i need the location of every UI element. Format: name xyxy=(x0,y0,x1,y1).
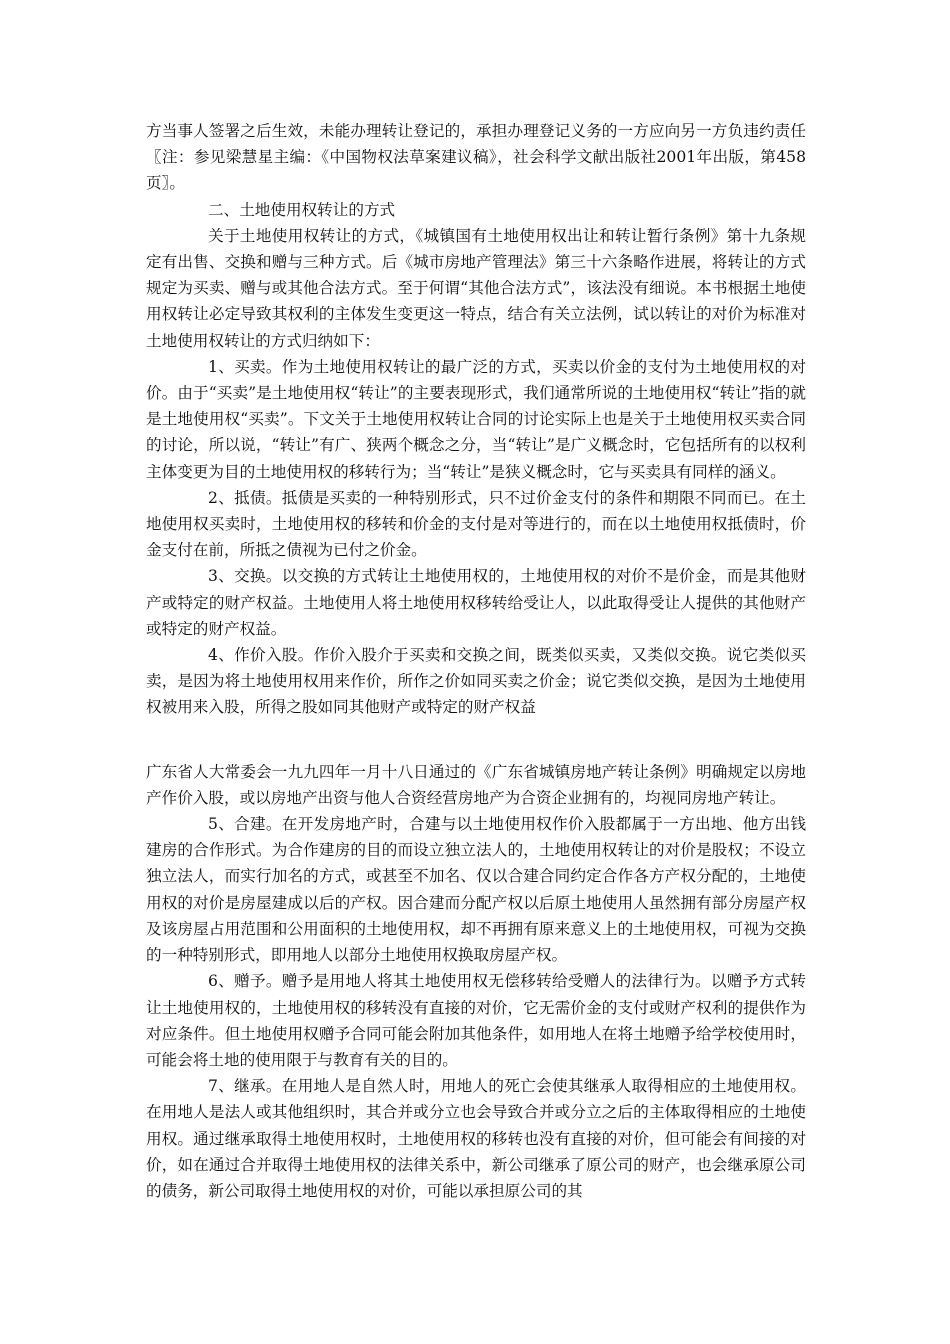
paragraph-item-7: 7、继承。在用地人是自然人时，用地人的死亡会使其继承人取得相应的土地使用权。在用地人是法人或其他组织时，其合并或分立也会导致合并或分立之后的主体取得相应的土地使用权。通过继承取得土地使用权时，土地使用权的移转也没有直接的对价，但可能会有间接的对价，如在通过合并取得土地使用权的法律关系中，新公司继承了原公司的财产，也会继承原公司的债务，新公司取得土地使用权的对价，可能以承担原公司的其 xyxy=(146,1077,806,1200)
paragraph-item-6: 6、赠予。赠予是用地人将其土地使用权无偿移转给受赠人的法律行为。以赠予方式转让土地使用权的，土地使用权的移转没有直接的对价，它无需价金的支付或财产权利的提供作为对应条件。但土地使用权赠予合同可能会附加其他条件，如用地人在将土地赠予给学校使用时，可能会将土地的使用限于与教育有关的目的。 xyxy=(146,972,806,1069)
paragraph-item-2: 2、抵债。抵债是买卖的一种特别形式，只不过价金支付的条件和期限不同而已。在土地使用权买卖时，土地使用权的移转和价金的支付是对等进行的，而在以土地使用权抵债时，价金支付在前，所抵之债视为已付之价金。 xyxy=(146,488,806,560)
paragraph-item-3: 3、交换。以交换的方式转让土地使用权的，土地使用权的对价不是价金，而是其他财产或特定的财产权益。土地使用人将土地使用权移转给受让人，以此取得受让人提供的其他财产或特定的财产权益。 xyxy=(146,567,806,638)
document-page xyxy=(146,118,806,1204)
paragraph-note: 广东省人大常委会一九九四年一月十八日通过的《广东省城镇房地产转让条例》明确规定以房地产作价入股，或以房地产出资与他人合资经营房地产为合资企业拥有的，均视同房地产转让。 xyxy=(146,762,806,807)
paragraph-item-5: 5、合建。在开发房地产时，合建与以土地使用权作价入股都属于一方出地、他方出钱建房的合作形式。为合作建房的目的而设立独立法人的，土地使用权转让的对价是股权；不设立独立法人，而实行加名的方式，或甚至不加名、仅以合建合同约定合作各方产权分配的，土地使用权的对价是房屋建成以后的产权。因合建而分配产权以后原土地使用人虽然拥有部分房屋产权及该房屋占用范围和公用面积的土地使用权，却不再拥有原来意义上的土地使用权，可视为交换的一种特别形式，即用地人以部分土地使用权换取房屋产权。 xyxy=(146,815,806,965)
paragraph-intro: 关于土地使用权转让的方式，《城镇国有土地使用权出让和转让暂行条例》第十九条规定有出售、交换和赠与三种方式。后《城市房地产管理法》第三十六条略作进展，将转让的方式规定为买卖、赠与或其他合法方式。至于何谓“其他合法方式”，该法没有细说。本书根据土地使用权转让必定导致其权利的主体发生变更这一特点，结合有关立法例，试以转让的对价为标准对土地使用权转让的方式归纳如下： xyxy=(146,226,806,350)
paragraph-continuation: 方当事人签署之后生效，未能办理转让登记的，承担办理登记义务的一方应向另一方负违约责任〖注：参见梁慧星主编：《中国物权法草案建议稿》，社会科学文献出版社2001年出版，第458页〗。 xyxy=(146,122,806,193)
paragraph-item-1: 1、买卖。作为土地使用权转让的最广泛的方式，买卖以价金的支付为土地使用权的对价。由于“买卖”是土地使用权“转让”的主要表现形式，我们通常所说的土地使用权“转让”指的就是土地使用权“买卖”。下文关于土地使用权转让合同的讨论实际上也是关于土地使用权买卖合同的讨论，所以说，“转让”有广、狭两个概念之分，当“转让”是广义概念时，它包括所有的以权利主体变更为目的土地使用权的移转行为；当“转让”是狭义概念时，它与买卖具有同样的涵义。 xyxy=(146,357,806,481)
section-heading: 二、土地使用权转让的方式 xyxy=(208,200,396,219)
paragraph-gap xyxy=(146,721,806,759)
paragraph-item-4: 4、作价入股。作价入股介于买卖和交换之间，既类似买卖，又类似交换。说它类似买卖，是因为将土地使用权用来作价，所作之价如同买卖之价金；说它类似交换，是因为土地使用权被用来入股，所得之股如同其他财产或特定的财产权益 xyxy=(146,646,806,717)
